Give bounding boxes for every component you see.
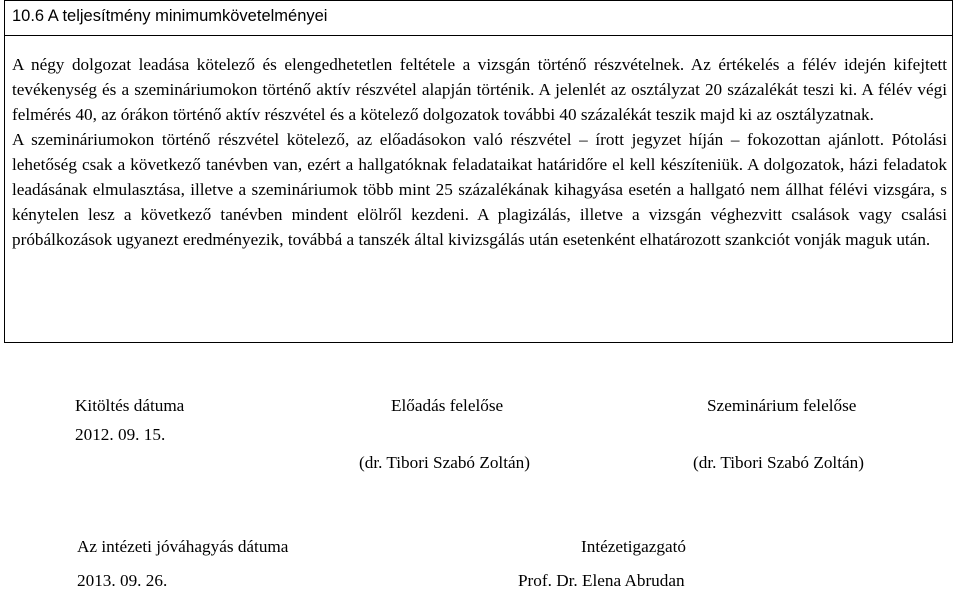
director-name: Prof. Dr. Elena Abrudan xyxy=(518,571,685,590)
lecture-owner-name: (dr. Tibori Szabó Zoltán) xyxy=(359,453,530,472)
requirements-text xyxy=(12,52,947,252)
requirements-box xyxy=(4,0,953,343)
paragraph-evaluation: A négy dolgozat leadása kötelező és elengedhetetlen feltétele a vizsgán történő részvételnek. Az értékelés a félév idején kifejtett tevékenység és a szemináriumokon történő aktív részvétel alapján történik. A jelenlét az osztályzat 20 százalékát teszi ki. A félév végi felmérés 40, az órákon történő aktív részvétel és a kötelező dolgozatok további 40 százalékát teszik majd ki az osztályzatnak. xyxy=(12,55,947,124)
seminar-owner-name: (dr. Tibori Szabó Zoltán) xyxy=(693,453,864,472)
fill-date-value: 2012. 09. 15. xyxy=(75,425,166,444)
paragraph-attendance: A szemináriumokon történő részvétel kötelező, az előadásokon való részvétel – írott jegyzet híján – fokozottan ajánlott. Pótolási lehetőség csak a következő tanévben van, ezért a hallgatóknak feladataikat határidőre el kell készíteniük. A dolgozatok, házi feladatok leadásának elmulasztása, illetve a szemináriumok több mint 25 százalékának kihagyása esetén a hallgató nem állhat félévi vizsgára, s kénytelen lesz a következő tanévben mindent elölről kezdeni. A plagizálás, illetve a vizsgán véghezvitt csalások vagy csalási próbálkozások ugyanezt eredményezik, továbbá a tanszék által kivizsgálás után esetenként elhatározott szankciót vonják maguk után. xyxy=(12,130,947,249)
fill-date-label: Kitöltés dátuma xyxy=(75,396,185,415)
lecture-owner-label: Előadás felelőse xyxy=(391,396,504,415)
director-label: Intézetigazgató xyxy=(581,537,686,556)
approval-date-value: 2013. 09. 26. xyxy=(77,571,168,590)
approval-date-label: Az intézeti jóváhagyás dátuma xyxy=(77,537,289,556)
section-heading: 10.6 A teljesítmény minimumkövetelményei xyxy=(12,7,328,25)
section-heading-row xyxy=(5,1,952,36)
seminar-owner-label: Szeminárium felelőse xyxy=(707,396,857,415)
